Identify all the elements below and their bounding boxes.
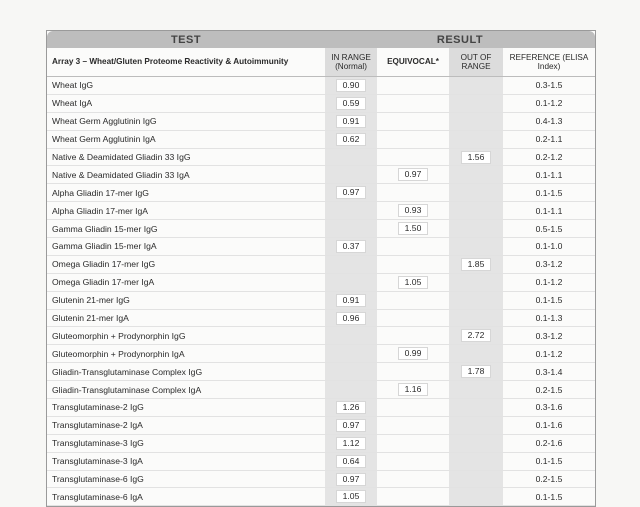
test-name: Omega Gliadin 17-mer IgA bbox=[52, 277, 155, 288]
equivocal-cell bbox=[377, 149, 449, 166]
equivocal-cell bbox=[377, 417, 449, 434]
in-range-cell bbox=[325, 220, 377, 237]
out-of-range-cell bbox=[449, 77, 503, 94]
out-of-range-cell-value: 1.78 bbox=[461, 365, 492, 378]
reference-cell: 0.1-1.5 bbox=[535, 187, 563, 198]
test-name: Gliadin-Transglutaminase Complex IgA bbox=[52, 384, 202, 395]
in-range-cell-value: 0.91 bbox=[336, 115, 367, 128]
table-row bbox=[47, 113, 595, 131]
in-range-cell bbox=[325, 345, 377, 362]
in-range-cell-value: 0.97 bbox=[336, 473, 367, 486]
reference-cell: 0.5-1.5 bbox=[535, 223, 563, 234]
table-row bbox=[47, 95, 595, 113]
reference-cell: 0.1-1.2 bbox=[535, 98, 563, 109]
test-name: Native & Deamidated Gliadin 33 IgG bbox=[52, 152, 191, 162]
table-row bbox=[47, 327, 595, 345]
out-of-range-cell bbox=[449, 292, 503, 309]
reference-cell: 0.1-1.2 bbox=[535, 277, 563, 288]
out-of-range-cell bbox=[449, 238, 503, 255]
in-range-cell bbox=[325, 381, 377, 398]
equivocal-cell bbox=[377, 202, 449, 219]
in-range-cell bbox=[325, 166, 377, 183]
equivocal-cell bbox=[377, 77, 449, 94]
out-of-range-cell-value: 1.56 bbox=[461, 151, 492, 164]
in-range-cell bbox=[325, 363, 377, 380]
test-name: Alpha Gliadin 17-mer IgG bbox=[52, 187, 149, 198]
equivocal-cell bbox=[377, 256, 449, 273]
table-header-bar bbox=[47, 31, 595, 48]
reference-cell: 0.1-1.1 bbox=[535, 205, 563, 216]
in-range-cell bbox=[325, 471, 377, 488]
in-range-cell bbox=[325, 202, 377, 219]
in-range-cell-value: 0.62 bbox=[336, 133, 367, 146]
in-range-cell bbox=[325, 238, 377, 255]
equivocal-cell bbox=[377, 274, 449, 291]
reference-cell: 0.4-1.3 bbox=[535, 116, 563, 127]
equivocal-cell bbox=[377, 327, 449, 344]
out-of-range-cell bbox=[449, 310, 503, 327]
out-of-range-cell bbox=[449, 488, 503, 505]
table-row bbox=[47, 292, 595, 310]
in-range-cell bbox=[325, 417, 377, 434]
table-row bbox=[47, 399, 595, 417]
test-name: Transglutaminase-6 IgG bbox=[52, 474, 144, 485]
out-of-range-cell bbox=[449, 417, 503, 434]
table-row bbox=[47, 310, 595, 328]
table-row bbox=[47, 274, 595, 292]
table-row bbox=[47, 184, 595, 202]
test-name: Alpha Gliadin 17-mer IgA bbox=[52, 205, 149, 216]
equivocal-cell bbox=[377, 131, 449, 148]
reference-cell: 0.3-1.6 bbox=[535, 402, 563, 413]
lab-report-table bbox=[46, 30, 596, 507]
test-name: Wheat IgG bbox=[52, 80, 94, 91]
column-header-row bbox=[47, 48, 595, 77]
array-title: Array 3 – Wheat/Gluten Proteome Reactivity & Autoimmunity bbox=[52, 57, 289, 67]
reference-cell: 0.2-1.2 bbox=[535, 152, 563, 162]
out-of-range-cell bbox=[449, 113, 503, 130]
reference-cell: 0.3-1.2 bbox=[535, 330, 563, 341]
table-row bbox=[47, 453, 595, 471]
table-row bbox=[47, 488, 595, 506]
equivocal-cell bbox=[377, 113, 449, 130]
test-name: Transglutaminase-6 IgA bbox=[52, 491, 143, 502]
out-of-range-cell bbox=[449, 149, 503, 166]
in-range-cell bbox=[325, 131, 377, 148]
test-name: Gluteomorphin + Prodynorphin IgG bbox=[52, 330, 186, 341]
out-of-range-cell bbox=[449, 220, 503, 237]
reference-cell: 0.1-1.6 bbox=[535, 420, 563, 431]
test-name: Transglutaminase-2 IgA bbox=[52, 420, 143, 431]
out-of-range-cell bbox=[449, 381, 503, 398]
in-range-cell bbox=[325, 184, 377, 201]
out-of-range-column-header: OUT OF RANGE bbox=[449, 48, 503, 76]
out-of-range-cell-value: 2.72 bbox=[461, 329, 492, 342]
in-range-cell bbox=[325, 274, 377, 291]
equivocal-cell bbox=[377, 238, 449, 255]
equivocal-cell-value: 1.50 bbox=[398, 222, 429, 235]
in-range-cell bbox=[325, 453, 377, 470]
result-header: RESULT bbox=[436, 33, 484, 46]
out-of-range-cell bbox=[449, 256, 503, 273]
test-name: Gamma Gliadin 15-mer IgA bbox=[52, 241, 157, 252]
reference-column-header: REFERENCE (ELISA Index) bbox=[509, 52, 589, 71]
test-name: Gluteomorphin + Prodynorphin IgA bbox=[52, 348, 185, 359]
reference-cell: 0.1-1.5 bbox=[535, 491, 563, 502]
table-row bbox=[47, 149, 595, 167]
table-row bbox=[47, 220, 595, 238]
table-row bbox=[47, 202, 595, 220]
equivocal-cell bbox=[377, 184, 449, 201]
in-range-cell bbox=[325, 488, 377, 505]
reference-cell: 0.1-1.5 bbox=[535, 295, 563, 306]
in-range-cell-value: 1.05 bbox=[336, 490, 367, 503]
table-row bbox=[47, 166, 595, 184]
test-name: Wheat Germ Agglutinin IgA bbox=[52, 134, 156, 145]
equivocal-cell bbox=[377, 453, 449, 470]
in-range-cell bbox=[325, 95, 377, 112]
table-row bbox=[47, 435, 595, 453]
test-name: Wheat Germ Agglutinin IgG bbox=[52, 116, 157, 127]
in-range-cell bbox=[325, 149, 377, 166]
test-name: Gamma Gliadin 15-mer IgG bbox=[52, 223, 158, 234]
equivocal-cell bbox=[377, 345, 449, 362]
out-of-range-cell bbox=[449, 166, 503, 183]
in-range-cell bbox=[325, 113, 377, 130]
in-range-cell-value: 0.59 bbox=[336, 97, 367, 110]
table-row bbox=[47, 381, 595, 399]
out-of-range-cell-value: 1.85 bbox=[461, 258, 492, 271]
in-range-cell bbox=[325, 77, 377, 94]
equivocal-column-header: EQUIVOCAL* bbox=[387, 57, 439, 67]
reference-cell: 0.2-1.1 bbox=[535, 134, 563, 145]
in-range-cell-value: 0.97 bbox=[336, 186, 367, 199]
equivocal-cell bbox=[377, 310, 449, 327]
equivocal-cell bbox=[377, 363, 449, 380]
table-row bbox=[47, 363, 595, 381]
test-name: Omega Gliadin 17-mer IgG bbox=[52, 259, 156, 270]
test-name: Gliadin-Transglutaminase Complex IgG bbox=[52, 366, 203, 377]
reference-cell: 0.3-1.2 bbox=[535, 259, 563, 270]
out-of-range-cell bbox=[449, 363, 503, 380]
in-range-cell-value: 0.37 bbox=[336, 240, 367, 253]
out-of-range-cell bbox=[449, 471, 503, 488]
in-range-cell-value: 1.12 bbox=[336, 437, 367, 450]
test-name: Transglutaminase-2 IgG bbox=[52, 402, 144, 413]
table-row bbox=[47, 256, 595, 274]
reference-cell: 0.2-1.5 bbox=[535, 474, 563, 485]
out-of-range-cell bbox=[449, 345, 503, 362]
out-of-range-cell bbox=[449, 184, 503, 201]
test-name: Glutenin 21-mer IgG bbox=[52, 295, 130, 306]
out-of-range-cell bbox=[449, 202, 503, 219]
out-of-range-cell bbox=[449, 435, 503, 452]
test-name: Glutenin 21-mer IgA bbox=[52, 313, 129, 324]
test-name: Transglutaminase-3 IgG bbox=[52, 438, 144, 449]
equivocal-cell bbox=[377, 399, 449, 416]
table-row bbox=[47, 417, 595, 435]
out-of-range-cell bbox=[449, 399, 503, 416]
in-range-cell bbox=[325, 399, 377, 416]
in-range-column-header: IN RANGE (Normal) bbox=[325, 48, 377, 76]
test-header: TEST bbox=[170, 33, 202, 46]
out-of-range-cell bbox=[449, 327, 503, 344]
reference-cell: 0.1-1.2 bbox=[535, 348, 563, 359]
equivocal-cell bbox=[377, 435, 449, 452]
equivocal-cell-value: 0.93 bbox=[398, 204, 429, 217]
reference-cell: 0.3-1.5 bbox=[535, 80, 563, 91]
reference-cell: 0.2-1.6 bbox=[535, 438, 563, 449]
table-row bbox=[47, 77, 595, 95]
reference-cell: 0.1-1.1 bbox=[535, 169, 563, 180]
reference-cell: 0.2-1.5 bbox=[535, 384, 563, 395]
test-name: Wheat IgA bbox=[52, 98, 93, 109]
table-row bbox=[47, 345, 595, 363]
test-name: Transglutaminase-3 IgA bbox=[52, 456, 143, 467]
table-row bbox=[47, 238, 595, 256]
equivocal-cell bbox=[377, 381, 449, 398]
equivocal-cell bbox=[377, 292, 449, 309]
in-range-cell-value: 0.90 bbox=[336, 79, 367, 92]
in-range-cell bbox=[325, 310, 377, 327]
equivocal-cell-value: 0.99 bbox=[398, 347, 429, 360]
in-range-cell bbox=[325, 327, 377, 344]
in-range-cell-value: 0.91 bbox=[336, 294, 367, 307]
equivocal-cell-value: 1.16 bbox=[398, 383, 429, 396]
out-of-range-cell bbox=[449, 274, 503, 291]
in-range-cell-value: 0.96 bbox=[336, 312, 367, 325]
in-range-cell-value: 1.26 bbox=[336, 401, 367, 414]
equivocal-cell bbox=[377, 488, 449, 505]
out-of-range-cell bbox=[449, 95, 503, 112]
equivocal-cell bbox=[377, 95, 449, 112]
test-name: Native & Deamidated Gliadin 33 IgA bbox=[52, 169, 190, 180]
equivocal-cell bbox=[377, 220, 449, 237]
equivocal-cell bbox=[377, 471, 449, 488]
in-range-cell-value: 0.64 bbox=[336, 455, 367, 468]
reference-cell: 0.1-1.0 bbox=[535, 241, 563, 252]
reference-cell: 0.1-1.5 bbox=[535, 456, 563, 467]
in-range-cell bbox=[325, 292, 377, 309]
out-of-range-cell bbox=[449, 453, 503, 470]
reference-cell: 0.1-1.3 bbox=[535, 313, 563, 324]
equivocal-cell-value: 1.05 bbox=[398, 276, 429, 289]
reference-cell: 0.3-1.4 bbox=[535, 366, 563, 377]
table-row bbox=[47, 131, 595, 149]
equivocal-cell bbox=[377, 166, 449, 183]
out-of-range-cell bbox=[449, 131, 503, 148]
in-range-cell bbox=[325, 256, 377, 273]
table-body bbox=[47, 77, 595, 506]
equivocal-cell-value: 0.97 bbox=[398, 168, 429, 181]
in-range-cell-value: 0.97 bbox=[336, 419, 367, 432]
in-range-cell bbox=[325, 435, 377, 452]
